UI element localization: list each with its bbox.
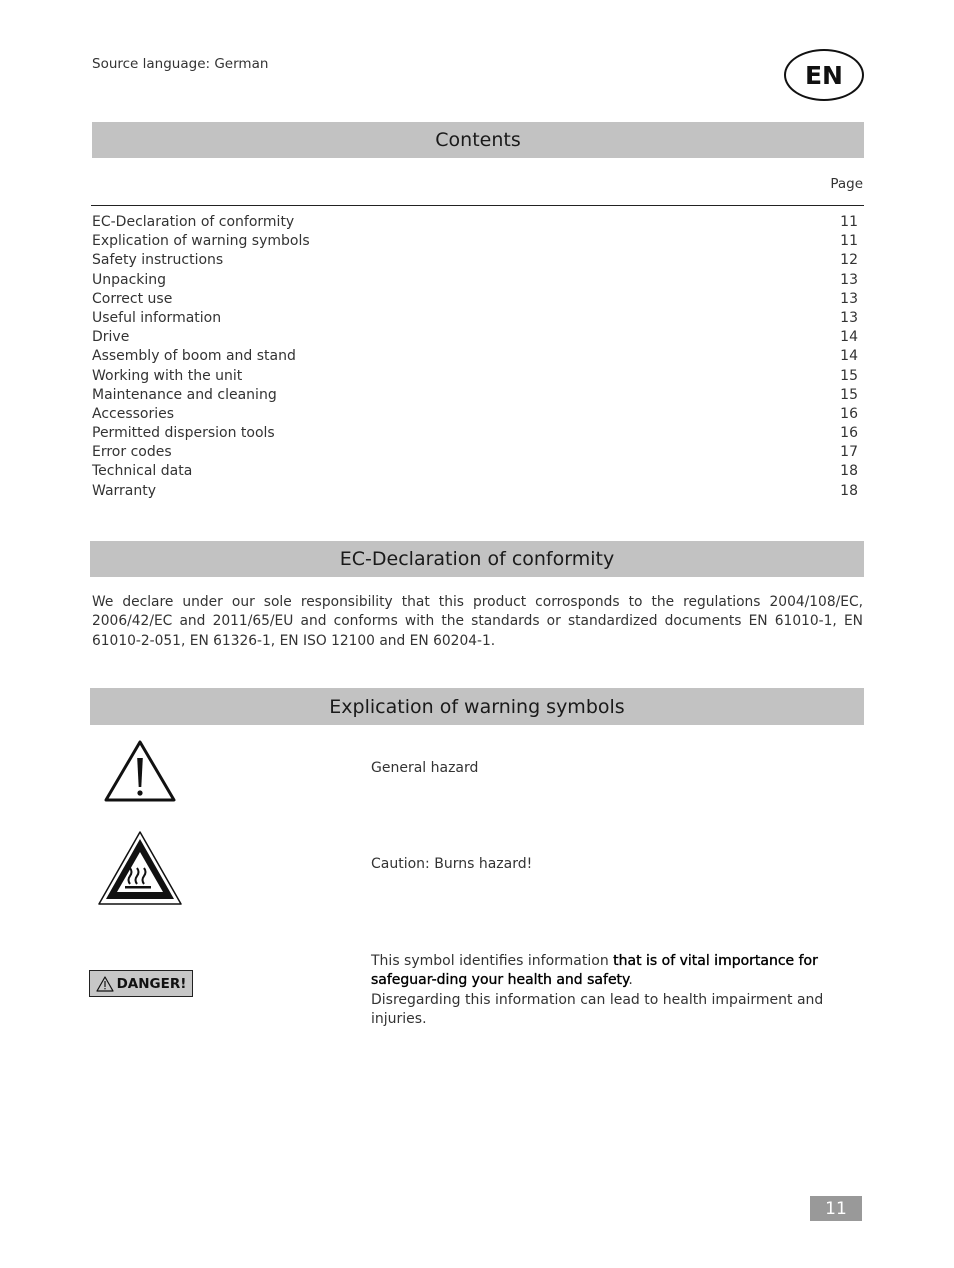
toc-entry-page: 13 <box>840 290 858 307</box>
toc-entry[interactable] <box>92 271 858 290</box>
danger-badge <box>89 970 193 997</box>
toc-entry[interactable] <box>92 405 858 424</box>
toc-entry-page: 11 <box>840 214 858 230</box>
language-badge: EN <box>784 49 864 101</box>
source-language-note: Source language: German <box>92 56 269 72</box>
warnings-heading <box>90 688 864 725</box>
toc-entry-page: 11 <box>840 233 858 250</box>
toc-entry-page: 15 <box>840 386 858 403</box>
toc-entry[interactable] <box>92 424 858 443</box>
burns-hazard-label: Caution: Burns hazard! <box>371 856 533 872</box>
toc-entry[interactable] <box>92 309 858 328</box>
toc-entry[interactable] <box>92 462 858 481</box>
declaration-heading <box>90 541 864 577</box>
toc-entry[interactable] <box>92 213 858 232</box>
toc-entry-label: Safety instructions <box>92 252 224 269</box>
danger-text-end: . <box>628 972 633 989</box>
toc-entry[interactable] <box>92 386 858 405</box>
general-hazard-icon <box>103 739 177 803</box>
toc-entry-label: EC-Declaration of conformity <box>92 214 295 230</box>
toc-entry-label: Explication of warning symbols <box>92 233 310 250</box>
toc-entry-label: Unpacking <box>92 271 167 288</box>
toc-entry-label: Error codes <box>92 444 172 461</box>
toc-entry[interactable] <box>92 482 858 501</box>
toc-entry[interactable] <box>92 290 858 309</box>
toc-entry-page: 14 <box>840 329 858 346</box>
toc-entry[interactable] <box>92 232 858 251</box>
declaration-title: EC-Declaration of conformity <box>339 548 615 570</box>
contents-title: Contents <box>435 129 521 151</box>
toc-entry-label: Warranty <box>92 482 157 499</box>
toc-entry-label: Assembly of boom and stand <box>92 348 296 365</box>
toc-entry-page: 13 <box>840 271 858 288</box>
toc-entry-page: 14 <box>840 348 858 365</box>
toc-entry-page: 18 <box>840 482 858 499</box>
toc-entry-page: 17 <box>840 444 858 461</box>
toc-entry[interactable] <box>92 367 858 386</box>
danger-description <box>371 952 865 1029</box>
toc-entry-page: 18 <box>840 463 858 480</box>
page-column-header: Page <box>830 176 863 192</box>
toc-entry-label: Drive <box>92 329 130 346</box>
toc-entry-label: Maintenance and cleaning <box>92 386 277 403</box>
toc-entry-label: Correct use <box>92 290 173 307</box>
toc-entry-label: Useful information <box>92 309 222 326</box>
toc-entry-page: 16 <box>840 405 858 422</box>
toc-entry-label: Accessories <box>92 405 175 422</box>
hot-surface-icon <box>97 830 183 906</box>
toc-entry-page: 12 <box>840 252 858 269</box>
toc-entry-label: Permitted dispersion tools <box>92 425 275 442</box>
toc-entry[interactable] <box>92 443 858 462</box>
contents-heading <box>92 122 864 158</box>
danger-text-intro: This symbol identifies information <box>371 953 614 969</box>
toc-entry-label: Technical data <box>92 463 193 480</box>
toc-entry[interactable] <box>92 251 858 270</box>
declaration-text: We declare under our sole responsibility that this product corrosponds to the regulations 2004/108/EC, 2006/42/EC and 2011/65/EU and conforms with the standards or standardized documents EN 61010-1, EN 61010-2-051, EN 61326-1, EN ISO 12100 and EN 60204-1. <box>92 594 863 649</box>
danger-text-consequence: Disregarding this information can lead to health impairment and injuries. <box>371 991 824 1027</box>
danger-badge-label: DANGER! <box>116 975 187 992</box>
contents-divider <box>91 205 864 206</box>
table-of-contents <box>92 213 858 501</box>
warning-triangle-icon <box>96 976 114 992</box>
danger-text-emphasis: that is of vital importance for safeguar-ding your health and safety <box>371 953 818 989</box>
general-hazard-label: General hazard <box>371 760 479 776</box>
page-number: 11 <box>810 1196 862 1221</box>
toc-entry[interactable] <box>92 328 858 347</box>
warnings-title: Explication of warning symbols <box>329 695 625 718</box>
toc-entry-page: 16 <box>840 425 858 442</box>
toc-entry-page: 13 <box>840 309 858 326</box>
toc-entry-label: Working with the unit <box>92 367 243 384</box>
toc-entry[interactable] <box>92 347 858 366</box>
toc-entry-page: 15 <box>840 367 858 384</box>
